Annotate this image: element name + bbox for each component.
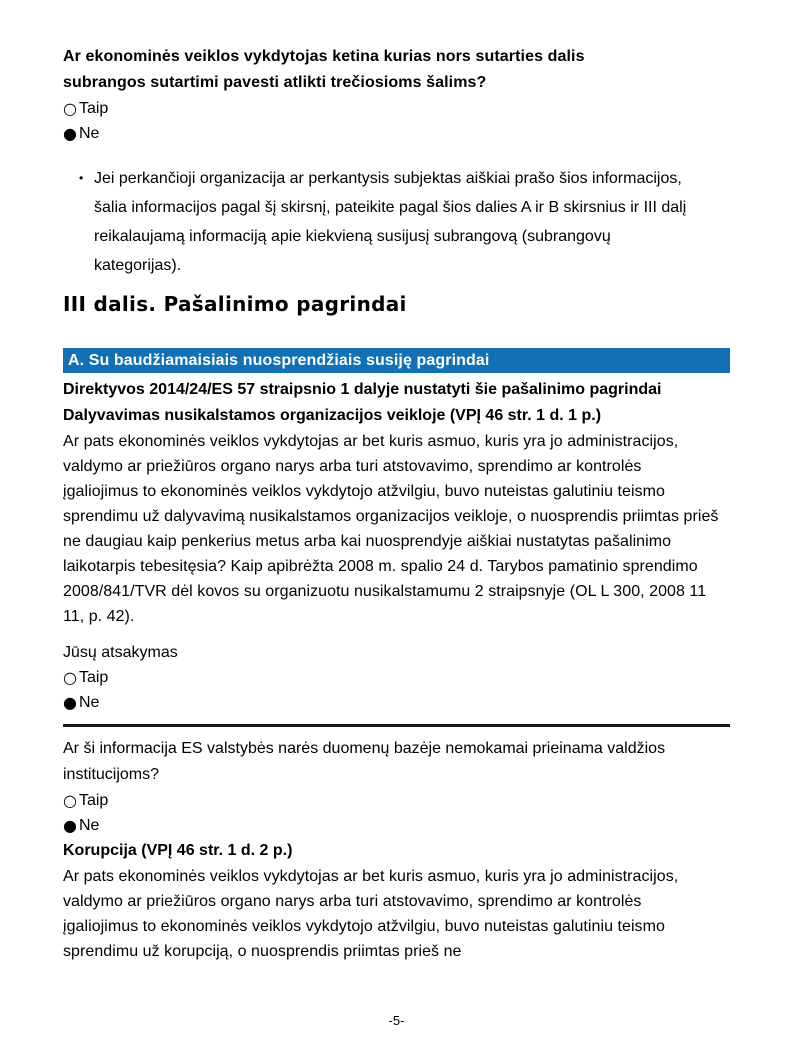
radio-selected-icon: ●: [63, 815, 77, 835]
radio-selected-icon: ●: [63, 123, 77, 143]
radio-unselected-icon: ○: [63, 98, 77, 118]
radio-option-label: Taip: [78, 791, 109, 809]
radio-option-ne[interactable]: [63, 690, 730, 715]
db-availability-question: Ar ši informacija ES valstybės narės duomenų bazėje nemokamai prieinama valdžios institucijoms?: [63, 740, 666, 783]
radio-option-label: Ne: [78, 124, 100, 142]
answer-label: Jūsų atsakymas: [63, 644, 178, 661]
criterion-title-corruption: Korupcija (VPĮ 46 str. 1 d. 2 p.): [63, 842, 293, 859]
radio-option-taip[interactable]: [63, 788, 730, 813]
section-a-header-label: A. Su baudžiamaisiais nuosprendžiais susiję pagrindai: [68, 352, 490, 369]
note-text: Jei perkančioji organizacija ar perkantysis subjektas aiškiai prašo šios informacijos, šalia informacijos pagal šį skirsnį, pateikite pagal šios dalies A ir B skirsnius ir III dalį reikalaujamą informaciją apie kiekvieną susijusį subrangovą (subrangovų kategorijas).: [94, 170, 687, 274]
radio-group-subcontracting: [63, 96, 730, 146]
radio-selected-icon: ●: [63, 692, 77, 712]
subcontracting-question: Ar ekonominės veiklos vykdytojas ketina kurias nors sutarties dalis subrangos sutartimi pavesti atlikti trečiosioms šalims?: [63, 48, 585, 91]
subcontracting-note: [63, 164, 730, 280]
page-number: -5-: [388, 1013, 405, 1028]
radio-option-label: Ne: [78, 816, 100, 834]
radio-unselected-icon: ○: [63, 667, 77, 687]
radio-option-label: Taip: [78, 668, 109, 686]
criterion-description-corruption: Ar pats ekonominės veiklos vykdytojas ar bet kuris asmuo, kuris yra jo administracijos, valdymo ar priežiūros organo narys arba turi atstovavimo, sprendimo ar kontrolės įgaliojimus to ekonominės veiklos vykdytojo atžvilgiu, buvo nuteistas galutiniu teismo sprendimu už korupciją, o nuosprendis priimtas prieš ne: [63, 868, 679, 960]
radio-group-answer: [63, 665, 730, 715]
criterion-description-criminal-organisation: Ar pats ekonominės veiklos vykdytojas ar bet kuris asmuo, kuris yra jo administracijos, valdymo ar priežiūros organo narys arba turi atstovavimo, sprendimo ar kontrolės įgaliojimus to ekonominės veiklos vykdytojo atžvilgiu, buvo nuteistas galutiniu teismo sprendimu už dalyvavimą nusikalstamos organizacijos veikloje, o nuosprendis priimtas prieš ne daugiau kaip penkerius metus arba kai nuosprendyje aiškiai nustatytas pašalinimo laikotarpis tebesitęsia? Kaip apibrėžta 2008 m. spalio 24 d. Tarybos pamatinio sprendimo 2008/841/TVR dėl kovos su organizuotu nusikalstamumu 2 straipsnyje (OL L 300, 2008 11 11, p. 42).: [63, 433, 719, 625]
bullet-icon: •: [79, 171, 84, 185]
radio-option-taip[interactable]: [63, 96, 730, 121]
criterion-title-criminal-organisation: Dalyvavimas nusikalstamos organizacijos veikloje (VPĮ 46 str. 1 d. 1 p.): [63, 407, 602, 424]
radio-option-label: Ne: [78, 693, 100, 711]
radio-group-db-availability: [63, 788, 730, 838]
section-divider: [63, 724, 730, 727]
radio-option-taip[interactable]: [63, 665, 730, 690]
radio-unselected-icon: ○: [63, 790, 77, 810]
part3-title: III dalis. Pašalinimo pagrindai: [63, 292, 407, 316]
radio-option-ne[interactable]: [63, 121, 730, 146]
section-a-header: [63, 348, 730, 373]
directive-intro: Direktyvos 2014/24/ES 57 straipsnio 1 dalyje nustatyti šie pašalinimo pagrindai: [63, 381, 662, 398]
radio-option-ne[interactable]: [63, 813, 730, 838]
radio-option-label: Taip: [78, 99, 109, 117]
